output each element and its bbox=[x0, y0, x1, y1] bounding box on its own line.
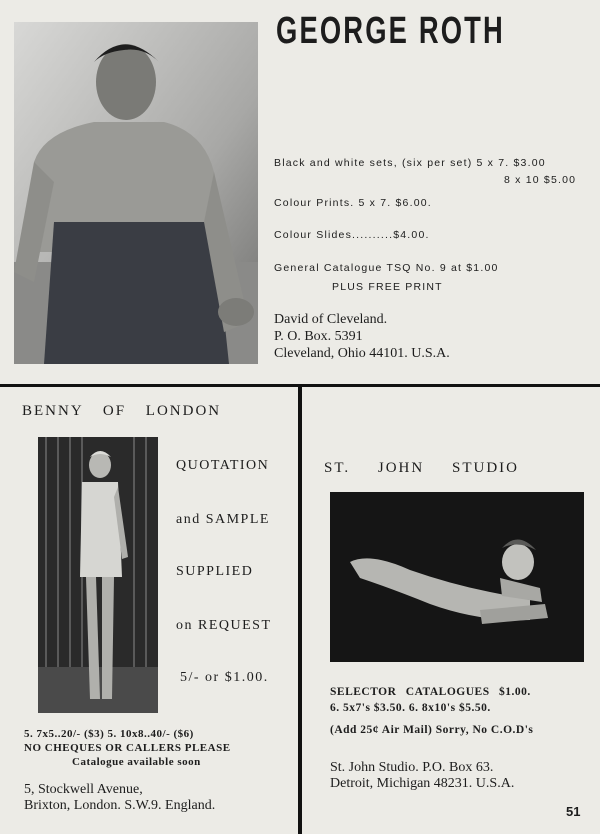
benny-prices: 5. 7x5..20/- ($3) 5. 10x8..40/- ($6) bbox=[24, 728, 194, 740]
benny-no-cheques: NO CHEQUES OR CALLERS PLEASE bbox=[24, 742, 231, 754]
st-john-address-2: Detroit, Michigan 48231. U.S.A. bbox=[330, 776, 515, 791]
st-john-catalogues: SELECTOR CATALOGUES $1.00. bbox=[330, 686, 531, 698]
benny-address-2: Brixton, London. S.W.9. England. bbox=[24, 798, 216, 813]
benny-sample: and SAMPLE bbox=[176, 512, 270, 527]
benny-photo bbox=[38, 437, 158, 713]
benny-quotation: QUOTATION bbox=[176, 458, 270, 473]
benny-supplied: SUPPLIED bbox=[176, 564, 254, 579]
roth-address-2: P. O. Box. 5391 bbox=[274, 329, 363, 344]
benny-title: BENNY OF LONDON bbox=[22, 403, 222, 419]
george-roth-photo bbox=[14, 22, 258, 364]
st-john-airmail: (Add 25¢ Air Mail) Sorry, No C.O.D's bbox=[330, 724, 534, 736]
george-roth-title: GEORGE ROTH bbox=[276, 10, 505, 52]
st-john-title: ST. JOHN STUDIO bbox=[324, 460, 519, 476]
benny-price: 5/- or $1.00. bbox=[180, 670, 269, 685]
roth-colour-prints: Colour Prints. 5 x 7. $6.00. bbox=[274, 197, 432, 209]
st-john-photo bbox=[330, 492, 584, 662]
roth-bw-sets: Black and white sets, (six per set) 5 x 7. $3.00 bbox=[274, 157, 546, 169]
page-number: 51 bbox=[566, 804, 581, 819]
roth-catalogue: General Catalogue TSQ No. 9 at $1.00 bbox=[274, 262, 499, 274]
st-john-prices: 6. 5x7's $3.50. 6. 8x10's $5.50. bbox=[330, 702, 491, 714]
roth-bw-sets-large: 8 x 10 $5.00 bbox=[504, 174, 577, 186]
roth-colour-slides: Colour Slides..........$4.00. bbox=[274, 229, 430, 241]
vertical-divider bbox=[298, 384, 302, 834]
roth-address-3: Cleveland, Ohio 44101. U.S.A. bbox=[274, 346, 450, 361]
roth-address-1: David of Cleveland. bbox=[274, 312, 388, 327]
st-john-address-1: St. John Studio. P.O. Box 63. bbox=[330, 760, 494, 775]
benny-request: on REQUEST bbox=[176, 618, 272, 633]
benny-address-1: 5, Stockwell Avenue, bbox=[24, 782, 143, 797]
benny-catalogue-soon: Catalogue available soon bbox=[72, 756, 201, 768]
roth-free-print: PLUS FREE PRINT bbox=[332, 281, 443, 293]
